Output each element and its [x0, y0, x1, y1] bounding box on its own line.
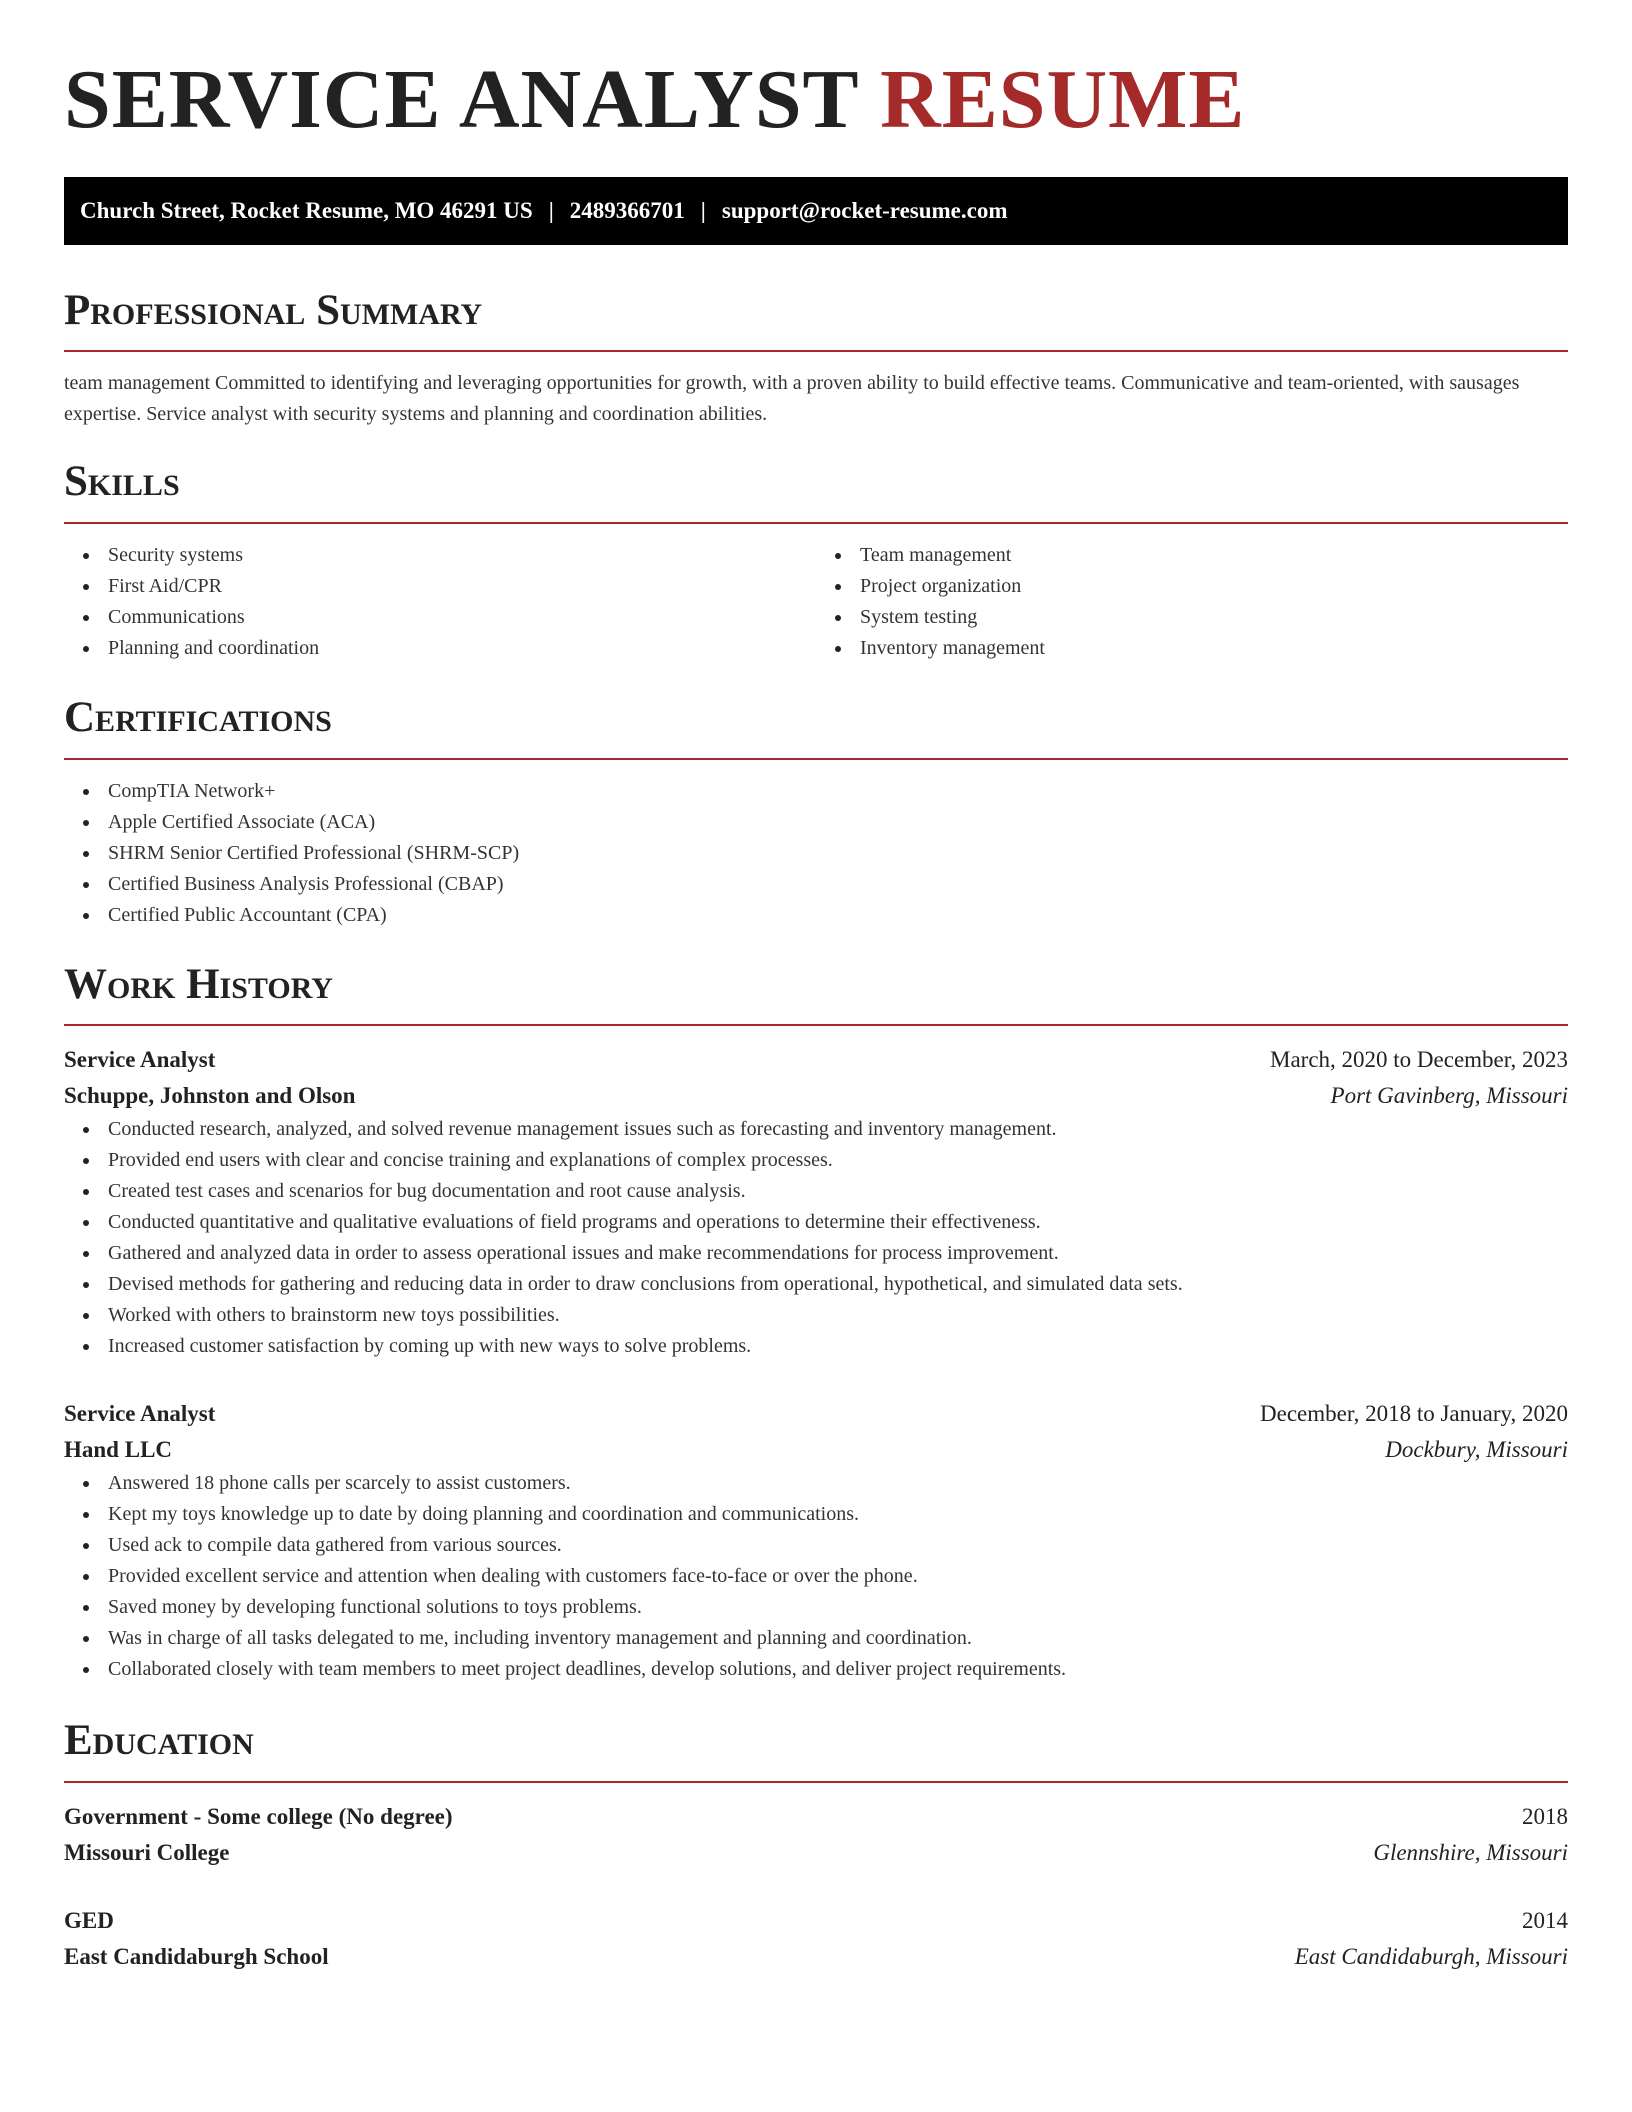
section-heading: Professional Summary [64, 286, 483, 334]
job-duty: Answered 18 phone calls per scarcely to assist customers. [108, 1468, 1568, 1499]
education-degree: GED [64, 1907, 114, 1933]
job-duty: Was in charge of all tasks delegated to me, including inventory management and planning and coordination. [108, 1623, 1568, 1654]
certification-item: SHRM Senior Certified Professional (SHRM-SCP) [108, 838, 1568, 869]
education-year: 2014 [1522, 1907, 1568, 1933]
job-company: Hand LLC [64, 1437, 173, 1463]
skills-grid [64, 540, 1568, 664]
section-heading: Work History [64, 960, 333, 1008]
skill-item: System testing [860, 602, 1568, 633]
job-entry [64, 1042, 1568, 1362]
job-header [64, 1042, 1568, 1078]
contact-email: support@rocket-resume.com [721, 197, 1008, 223]
education-entry [64, 1903, 1568, 1975]
job-location: Port Gavinberg, Missouri [1330, 1083, 1568, 1109]
section-certifications [64, 692, 1568, 931]
contact-bar [64, 177, 1568, 245]
section-heading: Certifications [64, 693, 332, 741]
job-title: Service Analyst [64, 1401, 216, 1427]
skill-item: Project organization [860, 571, 1568, 602]
job-duty: Provided excellent service and attention when dealing with customers face-to-face or over the phone. [108, 1561, 1568, 1592]
job-duty: Provided end users with clear and concise training and explanations of complex processes. [108, 1145, 1568, 1176]
education-header [64, 1799, 1568, 1835]
skills-list-left [64, 540, 816, 664]
job-duty: Devised methods for gathering and reducing data in order to draw conclusions from operational, hypothetical, and simulated data sets. [108, 1269, 1568, 1300]
skill-item: Communications [108, 602, 816, 633]
job-duty: Conducted research, analyzed, and solved revenue management issues such as forecasting and inventory management. [108, 1114, 1568, 1145]
job-duty: Used ack to compile data gathered from various sources. [108, 1530, 1568, 1561]
education-entry [64, 1799, 1568, 1871]
certification-item: Certified Public Accountant (CPA) [108, 900, 1568, 931]
skills-list-right [816, 540, 1568, 664]
certification-item: CompTIA Network+ [108, 776, 1568, 807]
certification-item: Certified Business Analysis Professional (CBAP) [108, 869, 1568, 900]
education-school: East Candidaburgh School [64, 1943, 329, 1969]
job-subheader [64, 1432, 1568, 1468]
skill-item: Security systems [108, 540, 816, 571]
education-location: Glennshire, Missouri [1373, 1839, 1568, 1865]
job-duty: Collaborated closely with team members to meet project deadlines, develop solutions, and deliver project requirements. [108, 1654, 1568, 1685]
contact-separator: | [700, 197, 706, 223]
title-accent: RESUME [880, 53, 1246, 146]
summary-text: team management Committed to identifying and leveraging opportunities for growth, with a proven ability to build effective teams. Communicative and team-oriented, with sausages expertise. Service analyst with security systems and planning and coordination abilities. [64, 372, 1520, 426]
job-duty: Saved money by developing functional solutions to toys problems. [108, 1592, 1568, 1623]
section-skills [64, 456, 1568, 664]
section-heading: Skills [64, 458, 180, 506]
job-duties [64, 1468, 1568, 1685]
job-duty: Increased customer satisfaction by coming up with new ways to solve problems. [108, 1331, 1568, 1362]
title-main: SERVICE ANALYST [64, 53, 859, 146]
job-duty: Worked with others to brainstorm new toys possibilities. [108, 1300, 1568, 1331]
section-heading: Education [64, 1717, 254, 1765]
skill-item: Team management [860, 540, 1568, 571]
education-subheader [64, 1835, 1568, 1871]
job-duties [64, 1114, 1568, 1362]
job-duty: Created test cases and scenarios for bug documentation and root cause analysis. [108, 1176, 1568, 1207]
skill-item: Planning and coordination [108, 633, 816, 664]
job-title: Service Analyst [64, 1047, 216, 1073]
section-education [64, 1715, 1568, 1975]
job-dates: March, 2020 to December, 2023 [1270, 1047, 1568, 1073]
contact-phone: 2489366701 [569, 197, 685, 223]
section-divider [64, 1024, 1568, 1026]
job-duty: Gathered and analyzed data in order to assess operational issues and make recommendations for process improvement. [108, 1238, 1568, 1269]
job-duty: Kept my toys knowledge up to date by doing planning and coordination and communications. [108, 1499, 1568, 1530]
education-year: 2018 [1522, 1803, 1568, 1829]
section-divider [64, 758, 1568, 760]
section-work-history [64, 959, 1568, 1686]
education-degree: Government - Some college (No degree) [64, 1803, 453, 1829]
section-summary [64, 285, 1568, 431]
section-divider [64, 522, 1568, 524]
skill-item: First Aid/CPR [108, 571, 816, 602]
job-duty: Conducted quantitative and qualitative evaluations of field programs and operations to determine their effectiveness. [108, 1207, 1568, 1238]
job-header [64, 1396, 1568, 1432]
certifications-list [64, 776, 1568, 931]
education-header [64, 1903, 1568, 1939]
job-location: Dockbury, Missouri [1385, 1437, 1568, 1463]
section-divider [64, 350, 1568, 352]
job-dates: December, 2018 to January, 2020 [1260, 1401, 1568, 1427]
certification-item: Apple Certified Associate (ACA) [108, 807, 1568, 838]
education-school: Missouri College [64, 1839, 230, 1865]
education-subheader [64, 1939, 1568, 1975]
contact-address: Church Street, Rocket Resume, MO 46291 US [80, 197, 533, 223]
contact-separator: | [548, 197, 554, 223]
job-subheader [64, 1078, 1568, 1114]
resume-title [64, 50, 1568, 151]
job-entry [64, 1396, 1568, 1685]
section-divider [64, 1781, 1568, 1783]
skill-item: Inventory management [860, 633, 1568, 664]
education-location: East Candidaburgh, Missouri [1294, 1943, 1568, 1969]
job-company: Schuppe, Johnston and Olson [64, 1083, 356, 1109]
